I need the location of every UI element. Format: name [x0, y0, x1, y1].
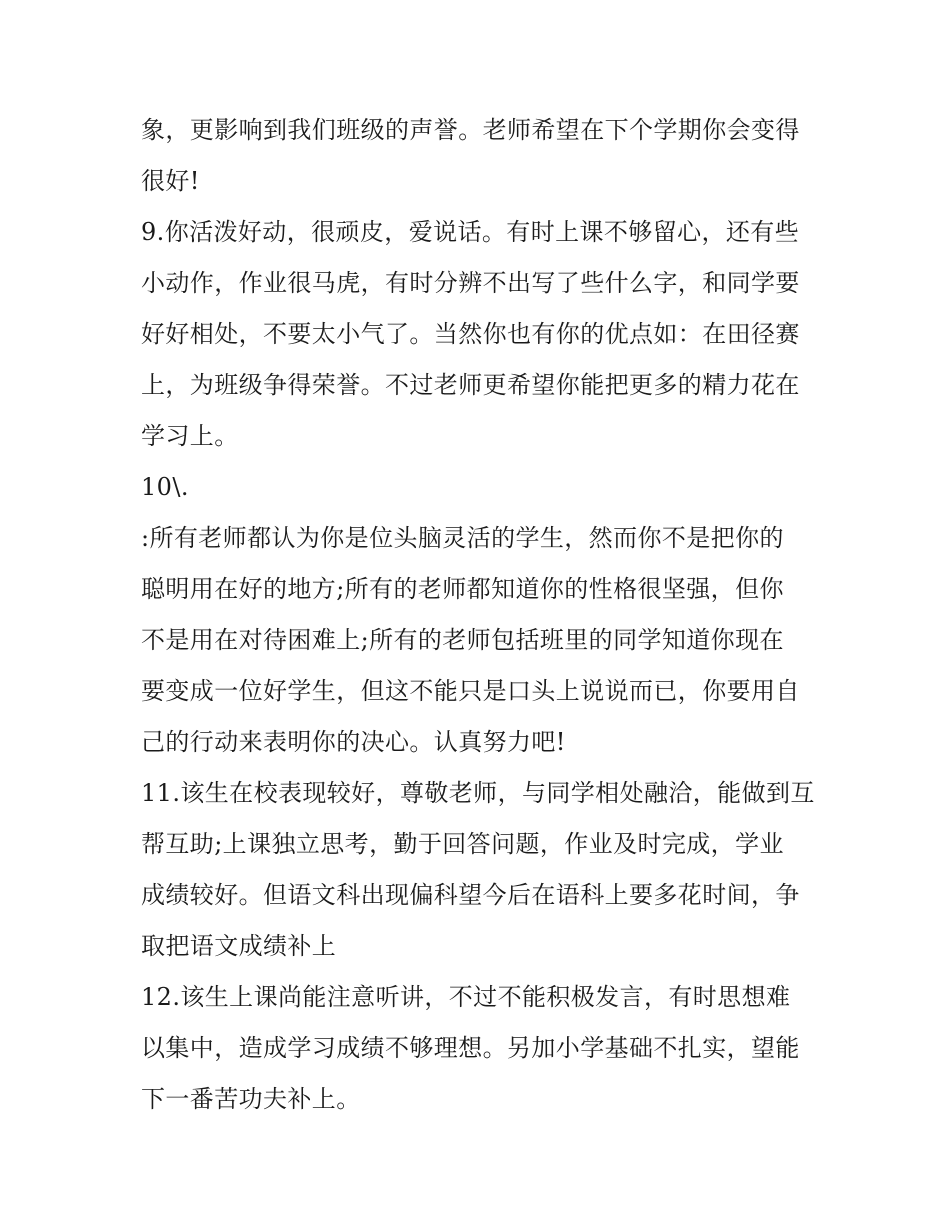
text-line: 聪明用在好的地方;所有的老师都知道你的性格很坚强，但你 — [141, 575, 784, 603]
text-line: 上，为班级争得荣誉。不过老师更希望你能把更多的精力花在 — [141, 371, 800, 399]
text-line: 己的行动来表明你的决心。认真努力吧! — [141, 728, 566, 756]
text-line: 12.该生上课尚能注意听讲，不过不能积极发言，有时思想难 — [141, 983, 791, 1011]
text-line: 成绩较好。但语文科出现偏科望今后在语科上要多花时间，争 — [141, 881, 800, 909]
text-line: 象，更影响到我们班级的声誉。老师希望在下个学期你会变得 — [141, 116, 800, 144]
text-line: 学习上。 — [141, 422, 239, 450]
text-line: 要变成一位好学生，但这不能只是口头上说说而已，你要用自 — [141, 677, 800, 705]
text-line: :所有老师都认为你是位头脑灵活的学生，然而你不是把你的 — [141, 524, 784, 552]
text-line: 取把语文成绩补上 — [141, 932, 337, 960]
text-line: 不是用在对待困难上;所有的老师包括班里的同学知道你现在 — [141, 626, 784, 654]
text-line: 10\. — [141, 473, 189, 501]
text-line: 9.你活泼好动，很顽皮，爱说话。有时上课不够留心，还有些 — [141, 218, 800, 246]
text-line: 帮互助;上课独立思考，勤于回答问题，作业及时完成，学业 — [141, 830, 784, 858]
text-line: 很好! — [141, 167, 200, 195]
text-line: 以集中，造成学习成绩不够理想。另加小学基础不扎实，望能 — [141, 1034, 800, 1062]
text-line: 11.该生在校表现较好，尊敬老师，与同学相处融洽，能做到互 — [141, 779, 815, 807]
text-line: 下一番苦功夫补上。 — [141, 1085, 361, 1113]
text-line: 好好相处，不要太小气了。当然你也有你的优点如：在田径赛 — [141, 320, 800, 348]
text-line: 小动作，作业很马虎，有时分辨不出写了些什么字，和同学要 — [141, 269, 800, 297]
document-body — [141, 105, 821, 1125]
